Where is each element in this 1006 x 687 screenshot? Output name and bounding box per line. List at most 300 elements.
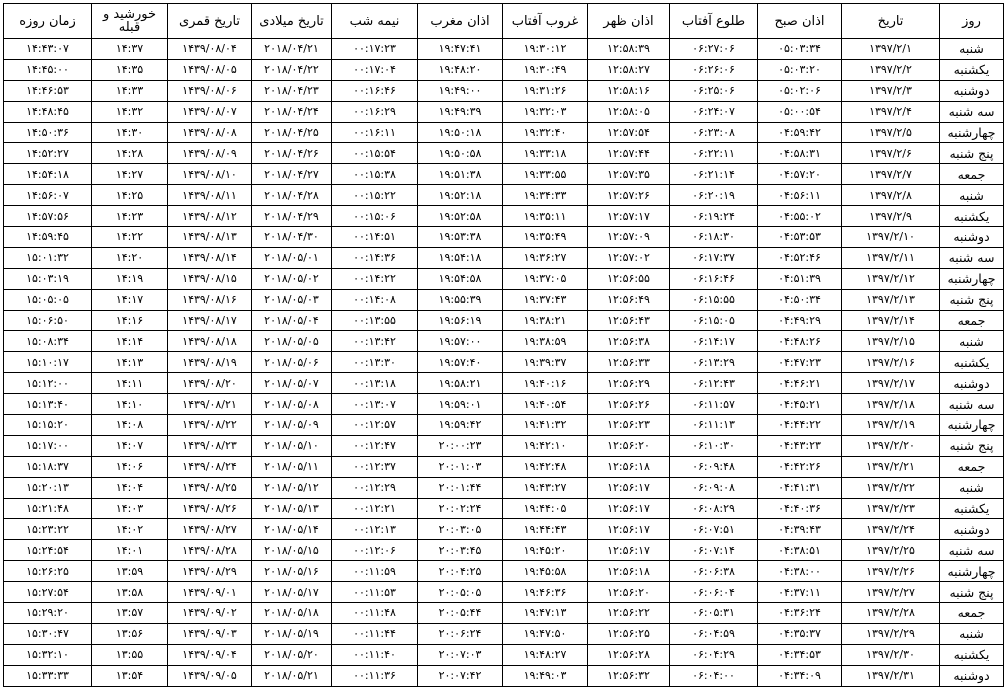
table-cell: ۱۳۹۷/۲/۱۰ xyxy=(842,227,940,248)
table-cell: ۱۹:۴۱:۳۲ xyxy=(503,415,588,436)
table-cell: ۱۹:۴۵:۲۰ xyxy=(503,540,588,561)
table-cell: ۱۹:۴۹:۰۰ xyxy=(418,80,503,101)
table-cell: ۱۲:۵۶:۳۳ xyxy=(588,352,670,373)
day-cell: دوشنبه xyxy=(940,665,1004,686)
table-cell: ۱۹:۳۶:۲۷ xyxy=(503,247,588,268)
table-cell: ۱۴۳۹/۰۸/۲۲ xyxy=(168,415,252,436)
table-cell: ۱۹:۳۰:۱۲ xyxy=(503,39,588,60)
table-cell: ۱۵:۱۸:۳۷ xyxy=(4,456,92,477)
table-cell: ۰۰:۱۵:۲۲ xyxy=(332,185,418,206)
table-cell: ۲۰۱۸/۰۴/۲۴ xyxy=(252,101,332,122)
table-cell: ۱۴۳۹/۰۹/۰۱ xyxy=(168,582,252,603)
column-header: اذان ظهر xyxy=(588,4,670,39)
table-cell: ۲۰۱۸/۰۴/۲۹ xyxy=(252,206,332,227)
table-cell: ۰۴:۴۵:۲۱ xyxy=(758,394,842,415)
table-cell: ۰۰:۱۱:۵۳ xyxy=(332,582,418,603)
table-row xyxy=(4,498,1004,519)
table-cell: ۰۰:۱۷:۲۳ xyxy=(332,39,418,60)
day-cell: جمعه xyxy=(940,164,1004,185)
table-cell: ۱۴:۵۴:۱۸ xyxy=(4,164,92,185)
day-cell: پنج شنبه xyxy=(940,435,1004,456)
table-cell: ۱۲:۵۸:۲۷ xyxy=(588,59,670,80)
table-cell: ۱۴:۰۲ xyxy=(92,519,168,540)
table-cell: ۱۹:۳۸:۲۱ xyxy=(503,310,588,331)
table-cell: ۲۰:۰۰:۲۳ xyxy=(418,435,503,456)
table-cell: ۱۹:۴۸:۲۰ xyxy=(418,59,503,80)
table-cell: ۱۳۹۷/۲/۱۶ xyxy=(842,352,940,373)
table-cell: ۱۴۳۹/۰۸/۱۹ xyxy=(168,352,252,373)
table-row xyxy=(4,310,1004,331)
table-cell: ۱۹:۳۰:۴۹ xyxy=(503,59,588,80)
table-cell: ۲۰:۰۵:۴۴ xyxy=(418,603,503,624)
table-cell: ۱۵:۲۴:۵۴ xyxy=(4,540,92,561)
table-cell: ۰۰:۱۱:۴۰ xyxy=(332,644,418,665)
table-cell: ۱۴۳۹/۰۸/۲۴ xyxy=(168,456,252,477)
table-cell: ۱۵:۱۵:۲۰ xyxy=(4,415,92,436)
table-cell: ۰۶:۲۱:۱۴ xyxy=(670,164,758,185)
table-cell: ۱۵:۳۲:۱۰ xyxy=(4,644,92,665)
table-cell: ۱۹:۵۳:۳۸ xyxy=(418,227,503,248)
table-cell: ۱۳۹۷/۲/۳۱ xyxy=(842,665,940,686)
table-cell: ۲۰:۰۱:۰۳ xyxy=(418,456,503,477)
table-cell: ۰۵:۰۳:۲۰ xyxy=(758,59,842,80)
table-cell: ۱۵:۲۳:۲۲ xyxy=(4,519,92,540)
table-cell: ۱۴:۳۰ xyxy=(92,122,168,143)
table-cell: ۰۰:۱۳:۱۸ xyxy=(332,373,418,394)
table-cell: ۰۶:۰۸:۲۹ xyxy=(670,498,758,519)
table-cell: ۱۳۹۷/۲/۱۴ xyxy=(842,310,940,331)
table-cell: ۱۵:۰۸:۳۴ xyxy=(4,331,92,352)
table-cell: ۰۰:۱۷:۰۴ xyxy=(332,59,418,80)
table-cell: ۱۳:۵۵ xyxy=(92,644,168,665)
table-cell: ۰۰:۱۶:۱۱ xyxy=(332,122,418,143)
table-cell: ۱۲:۵۷:۰۹ xyxy=(588,227,670,248)
table-cell: ۱۴۳۹/۰۸/۲۶ xyxy=(168,498,252,519)
table-cell: ۰۴:۴۴:۲۲ xyxy=(758,415,842,436)
table-row xyxy=(4,59,1004,80)
table-cell: ۰۶:۰۴:۲۹ xyxy=(670,644,758,665)
table-cell: ۱۴۳۹/۰۸/۱۴ xyxy=(168,247,252,268)
table-cell: ۰۰:۱۴:۳۶ xyxy=(332,247,418,268)
table-cell: ۰۶:۲۵:۰۶ xyxy=(670,80,758,101)
table-cell: ۱۳۹۷/۲/۲۲ xyxy=(842,477,940,498)
table-cell: ۰۴:۵۳:۵۳ xyxy=(758,227,842,248)
table-cell: ۱۲:۵۶:۵۵ xyxy=(588,268,670,289)
day-cell: سه شنبه xyxy=(940,540,1004,561)
table-cell: ۰۴:۵۶:۱۱ xyxy=(758,185,842,206)
column-header: اذان صبح xyxy=(758,4,842,39)
table-cell: ۱۳۹۷/۲/۲۹ xyxy=(842,623,940,644)
table-cell: ۱۴:۴۸:۴۵ xyxy=(4,101,92,122)
table-cell: ۱۲:۵۶:۲۹ xyxy=(588,373,670,394)
table-cell: ۰۴:۵۲:۴۶ xyxy=(758,247,842,268)
day-cell: چهارشنبه xyxy=(940,561,1004,582)
table-cell: ۱۴۳۹/۰۸/۰۶ xyxy=(168,80,252,101)
table-cell: ۰۶:۱۵:۵۵ xyxy=(670,289,758,310)
table-cell: ۱۴۳۹/۰۸/۰۹ xyxy=(168,143,252,164)
table-cell: ۱۲:۵۷:۱۷ xyxy=(588,206,670,227)
table-cell: ۰۴:۳۶:۲۴ xyxy=(758,603,842,624)
day-cell: پنج شنبه xyxy=(940,289,1004,310)
table-cell: ۰۵:۰۰:۵۴ xyxy=(758,101,842,122)
table-cell: ۱۲:۵۶:۱۸ xyxy=(588,456,670,477)
day-cell: شنبه xyxy=(940,185,1004,206)
table-cell: ۱۴۳۹/۰۸/۱۸ xyxy=(168,331,252,352)
table-cell: ۱۴:۰۶ xyxy=(92,456,168,477)
table-row xyxy=(4,101,1004,122)
table-row xyxy=(4,352,1004,373)
table-cell: ۱۵:۰۳:۱۹ xyxy=(4,268,92,289)
table-cell: ۱۵:۲۶:۲۵ xyxy=(4,561,92,582)
table-cell: ۱۹:۵۲:۵۸ xyxy=(418,206,503,227)
table-cell: ۱۳۹۷/۲/۲۵ xyxy=(842,540,940,561)
table-cell: ۲۰۱۸/۰۵/۲۰ xyxy=(252,644,332,665)
table-row xyxy=(4,373,1004,394)
table-cell: ۱۵:۲۹:۲۰ xyxy=(4,603,92,624)
table-cell: ۰۶:۱۱:۱۳ xyxy=(670,415,758,436)
table-cell: ۱۵:۱۳:۴۰ xyxy=(4,394,92,415)
table-cell: ۰۴:۵۷:۲۰ xyxy=(758,164,842,185)
table-cell: ۱۹:۴۷:۱۳ xyxy=(503,603,588,624)
day-cell: سه شنبه xyxy=(940,247,1004,268)
table-cell: ۱۲:۵۶:۲۰ xyxy=(588,582,670,603)
table-cell: ۱۹:۴۲:۴۸ xyxy=(503,456,588,477)
table-cell: ۱۴:۵۷:۵۶ xyxy=(4,206,92,227)
table-cell: ۱۴:۰۴ xyxy=(92,477,168,498)
table-cell: ۱۹:۵۹:۰۱ xyxy=(418,394,503,415)
table-cell: ۱۳۹۷/۲/۹ xyxy=(842,206,940,227)
table-cell: ۱۹:۳۱:۲۶ xyxy=(503,80,588,101)
table-cell: ۱۲:۵۶:۴۹ xyxy=(588,289,670,310)
table-row xyxy=(4,623,1004,644)
table-cell: ۲۰۱۸/۰۴/۲۳ xyxy=(252,80,332,101)
day-cell: یکشنبه xyxy=(940,498,1004,519)
table-cell: ۱۴۳۹/۰۸/۱۶ xyxy=(168,289,252,310)
table-cell: ۲۰:۰۵:۰۵ xyxy=(418,582,503,603)
table-cell: ۰۶:۲۷:۰۶ xyxy=(670,39,758,60)
table-cell: ۱۳۹۷/۲/۲ xyxy=(842,59,940,80)
table-cell: ۱۴:۱۰ xyxy=(92,394,168,415)
table-cell: ۰۴:۳۸:۰۰ xyxy=(758,561,842,582)
table-cell: ۱۲:۵۸:۰۵ xyxy=(588,101,670,122)
table-cell: ۰۰:۱۴:۲۲ xyxy=(332,268,418,289)
table-row xyxy=(4,331,1004,352)
table-cell: ۱۹:۳۷:۴۳ xyxy=(503,289,588,310)
day-cell: یکشنبه xyxy=(940,644,1004,665)
table-cell: ۰۰:۱۲:۲۹ xyxy=(332,477,418,498)
table-cell: ۰۴:۳۴:۰۹ xyxy=(758,665,842,686)
table-row xyxy=(4,227,1004,248)
table-cell: ۰۶:۱۲:۴۳ xyxy=(670,373,758,394)
table-cell: ۰۰:۱۲:۰۶ xyxy=(332,540,418,561)
table-row xyxy=(4,477,1004,498)
day-cell: چهارشنبه xyxy=(940,268,1004,289)
table-cell: ۱۳۹۷/۲/۱۳ xyxy=(842,289,940,310)
table-cell: ۲۰۱۸/۰۵/۲۱ xyxy=(252,665,332,686)
table-row xyxy=(4,603,1004,624)
table-cell: ۰۶:۱۵:۰۵ xyxy=(670,310,758,331)
day-cell: یکشنبه xyxy=(940,206,1004,227)
table-cell: ۲۰۱۸/۰۵/۰۳ xyxy=(252,289,332,310)
table-cell: ۱۹:۵۴:۵۸ xyxy=(418,268,503,289)
table-cell: ۰۶:۲۶:۰۶ xyxy=(670,59,758,80)
table-cell: ۱۵:۲۱:۴۸ xyxy=(4,498,92,519)
table-cell: ۱۳۹۷/۲/۱۹ xyxy=(842,415,940,436)
table-cell: ۰۶:۱۹:۲۴ xyxy=(670,206,758,227)
table-cell: ۱۲:۵۶:۳۸ xyxy=(588,331,670,352)
table-cell: ۱۹:۳۷:۰۵ xyxy=(503,268,588,289)
table-cell: ۲۰:۰۲:۲۴ xyxy=(418,498,503,519)
table-row xyxy=(4,456,1004,477)
table-cell: ۲۰۱۸/۰۴/۲۲ xyxy=(252,59,332,80)
table-cell: ۰۰:۱۳:۵۵ xyxy=(332,310,418,331)
table-row xyxy=(4,519,1004,540)
table-cell: ۱۴:۰۱ xyxy=(92,540,168,561)
day-cell: دوشنبه xyxy=(940,80,1004,101)
table-cell: ۲۰۱۸/۰۴/۲۷ xyxy=(252,164,332,185)
table-cell: ۲۰۱۸/۰۵/۱۲ xyxy=(252,477,332,498)
table-cell: ۰۰:۱۲:۴۷ xyxy=(332,435,418,456)
table-cell: ۱۳۹۷/۲/۲۱ xyxy=(842,456,940,477)
table-cell: ۲۰۱۸/۰۵/۰۷ xyxy=(252,373,332,394)
table-cell: ۱۹:۳۸:۵۹ xyxy=(503,331,588,352)
table-cell: ۱۴:۳۲ xyxy=(92,101,168,122)
table-row xyxy=(4,206,1004,227)
table-cell: ۱۴:۴۶:۵۳ xyxy=(4,80,92,101)
table-cell: ۱۲:۵۶:۱۷ xyxy=(588,498,670,519)
table-cell: ۱۹:۴۳:۲۷ xyxy=(503,477,588,498)
table-row xyxy=(4,268,1004,289)
table-cell: ۱۴۳۹/۰۹/۰۲ xyxy=(168,603,252,624)
table-cell: ۱۹:۳۵:۴۹ xyxy=(503,227,588,248)
table-cell: ۰۰:۱۶:۲۹ xyxy=(332,101,418,122)
table-cell: ۲۰۱۸/۰۴/۲۸ xyxy=(252,185,332,206)
table-row xyxy=(4,582,1004,603)
table-cell: ۱۹:۴۰:۱۶ xyxy=(503,373,588,394)
table-cell: ۱۹:۴۹:۳۹ xyxy=(418,101,503,122)
table-cell: ۱۳۹۷/۲/۲۳ xyxy=(842,498,940,519)
table-cell: ۱۳۹۷/۲/۳۰ xyxy=(842,644,940,665)
table-cell: ۲۰۱۸/۰۴/۲۶ xyxy=(252,143,332,164)
day-cell: چهارشنبه xyxy=(940,415,1004,436)
table-cell: ۰۴:۵۵:۰۲ xyxy=(758,206,842,227)
table-cell: ۰۶:۲۲:۱۱ xyxy=(670,143,758,164)
table-cell: ۱۳:۵۴ xyxy=(92,665,168,686)
table-cell: ۱۳:۵۷ xyxy=(92,603,168,624)
day-cell: چهارشنبه xyxy=(940,122,1004,143)
day-cell: یکشنبه xyxy=(940,59,1004,80)
table-cell: ۲۰۱۸/۰۵/۰۲ xyxy=(252,268,332,289)
table-cell: ۱۲:۵۶:۴۳ xyxy=(588,310,670,331)
table-cell: ۰۴:۵۸:۳۱ xyxy=(758,143,842,164)
table-cell: ۱۴۳۹/۰۸/۲۷ xyxy=(168,519,252,540)
table-cell: ۲۰۱۸/۰۵/۰۵ xyxy=(252,331,332,352)
table-cell: ۰۰:۱۴:۰۸ xyxy=(332,289,418,310)
table-cell: ۱۴۳۹/۰۸/۰۴ xyxy=(168,39,252,60)
table-cell: ۱۴:۱۹ xyxy=(92,268,168,289)
table-cell: ۱۲:۵۷:۲۶ xyxy=(588,185,670,206)
table-cell: ۱۲:۵۶:۲۲ xyxy=(588,603,670,624)
table-cell: ۰۶:۰۹:۴۸ xyxy=(670,456,758,477)
table-cell: ۰۰:۱۱:۳۶ xyxy=(332,665,418,686)
table-cell: ۱۹:۵۵:۳۹ xyxy=(418,289,503,310)
table-row xyxy=(4,164,1004,185)
table-cell: ۱۹:۳۵:۱۱ xyxy=(503,206,588,227)
day-cell: جمعه xyxy=(940,456,1004,477)
table-cell: ۱۲:۵۶:۳۲ xyxy=(588,665,670,686)
table-cell: ۱۹:۵۸:۲۱ xyxy=(418,373,503,394)
table-cell: ۱۹:۳۳:۱۸ xyxy=(503,143,588,164)
table-row xyxy=(4,289,1004,310)
day-cell: دوشنبه xyxy=(940,519,1004,540)
table-cell: ۲۰۱۸/۰۵/۱۱ xyxy=(252,456,332,477)
table-cell: ۰۶:۰۵:۳۱ xyxy=(670,603,758,624)
table-cell: ۱۹:۴۶:۳۶ xyxy=(503,582,588,603)
table-cell: ۱۹:۳۹:۳۷ xyxy=(503,352,588,373)
table-cell: ۱۳۹۷/۲/۱۸ xyxy=(842,394,940,415)
table-cell: ۰۴:۴۳:۲۳ xyxy=(758,435,842,456)
table-cell: ۲۰۱۸/۰۵/۱۶ xyxy=(252,561,332,582)
table-cell: ۱۴:۳۳ xyxy=(92,80,168,101)
table-cell: ۱۴۳۹/۰۸/۱۷ xyxy=(168,310,252,331)
table-cell: ۱۵:۰۶:۵۰ xyxy=(4,310,92,331)
table-row xyxy=(4,435,1004,456)
table-cell: ۲۰۱۸/۰۵/۰۶ xyxy=(252,352,332,373)
table-cell: ۱۳:۵۹ xyxy=(92,561,168,582)
table-cell: ۱۴:۲۲ xyxy=(92,227,168,248)
table-cell: ۱۴:۰۳ xyxy=(92,498,168,519)
table-cell: ۲۰۱۸/۰۵/۰۱ xyxy=(252,247,332,268)
prayer-times-table xyxy=(3,3,1004,687)
table-row xyxy=(4,561,1004,582)
table-cell: ۱۴۳۹/۰۸/۰۸ xyxy=(168,122,252,143)
table-cell: ۰۰:۱۲:۱۳ xyxy=(332,519,418,540)
table-cell: ۰۴:۳۹:۴۳ xyxy=(758,519,842,540)
table-cell: ۱۹:۴۹:۰۳ xyxy=(503,665,588,686)
table-cell: ۱۹:۵۷:۰۰ xyxy=(418,331,503,352)
table-cell: ۰۶:۰۷:۵۱ xyxy=(670,519,758,540)
table-cell: ۱۲:۵۶:۱۷ xyxy=(588,540,670,561)
table-body xyxy=(4,39,1004,687)
table-cell: ۲۰۱۸/۰۵/۰۹ xyxy=(252,415,332,436)
table-cell: ۱۲:۵۸:۱۶ xyxy=(588,80,670,101)
table-cell: ۰۵:۰۳:۳۴ xyxy=(758,39,842,60)
table-cell: ۰۶:۱۳:۲۹ xyxy=(670,352,758,373)
table-cell: ۱۳۹۷/۲/۱ xyxy=(842,39,940,60)
table-cell: ۱۳۹۷/۲/۲۴ xyxy=(842,519,940,540)
table-cell: ۱۲:۵۷:۳۵ xyxy=(588,164,670,185)
table-cell: ۲۰۱۸/۰۴/۲۱ xyxy=(252,39,332,60)
table-cell: ۰۶:۰۴:۰۰ xyxy=(670,665,758,686)
table-cell: ۱۳۹۷/۲/۷ xyxy=(842,164,940,185)
table-cell: ۰۴:۳۵:۳۷ xyxy=(758,623,842,644)
table-cell: ۱۵:۱۷:۰۰ xyxy=(4,435,92,456)
table-cell: ۱۴:۱۷ xyxy=(92,289,168,310)
day-cell: جمعه xyxy=(940,310,1004,331)
table-cell: ۱۴۳۹/۰۸/۱۱ xyxy=(168,185,252,206)
table-cell: ۱۵:۱۲:۰۰ xyxy=(4,373,92,394)
table-cell: ۱۹:۳۳:۵۵ xyxy=(503,164,588,185)
table-row xyxy=(4,394,1004,415)
table-cell: ۱۵:۰۱:۳۲ xyxy=(4,247,92,268)
table-cell: ۱۳۹۷/۲/۴ xyxy=(842,101,940,122)
table-cell: ۰۵:۰۲:۰۶ xyxy=(758,80,842,101)
table-cell: ۰۰:۱۲:۳۷ xyxy=(332,456,418,477)
table-cell: ۱۴:۱۶ xyxy=(92,310,168,331)
day-cell: دوشنبه xyxy=(940,373,1004,394)
table-cell: ۱۹:۴۷:۴۱ xyxy=(418,39,503,60)
table-cell: ۱۳۹۷/۲/۲۰ xyxy=(842,435,940,456)
table-cell: ۰۶:۱۰:۳۰ xyxy=(670,435,758,456)
table-cell: ۱۴:۲۸ xyxy=(92,143,168,164)
table-cell: ۲۰۱۸/۰۵/۱۰ xyxy=(252,435,332,456)
table-cell: ۱۹:۴۴:۰۵ xyxy=(503,498,588,519)
table-row xyxy=(4,39,1004,60)
table-cell: ۰۶:۱۸:۳۰ xyxy=(670,227,758,248)
header-row xyxy=(4,4,1004,39)
table-cell: ۲۰۱۸/۰۵/۰۴ xyxy=(252,310,332,331)
table-cell: ۱۹:۴۲:۱۰ xyxy=(503,435,588,456)
table-cell: ۱۴۳۹/۰۸/۱۲ xyxy=(168,206,252,227)
table-cell: ۱۴۳۹/۰۸/۲۹ xyxy=(168,561,252,582)
table-cell: ۱۴۳۹/۰۸/۲۳ xyxy=(168,435,252,456)
table-cell: ۰۴:۴۶:۲۱ xyxy=(758,373,842,394)
table-cell: ۱۴:۵۶:۰۷ xyxy=(4,185,92,206)
table-cell: ۱۹:۵۷:۴۰ xyxy=(418,352,503,373)
table-row xyxy=(4,415,1004,436)
table-cell: ۱۴۳۹/۰۸/۰۷ xyxy=(168,101,252,122)
table-cell: ۱۹:۵۴:۱۸ xyxy=(418,247,503,268)
table-cell: ۱۹:۵۹:۴۲ xyxy=(418,415,503,436)
day-cell: سه شنبه xyxy=(940,101,1004,122)
table-cell: ۱۵:۲۰:۱۳ xyxy=(4,477,92,498)
table-cell: ۱۹:۴۷:۵۰ xyxy=(503,623,588,644)
table-cell: ۰۰:۱۵:۳۸ xyxy=(332,164,418,185)
table-cell: ۲۰:۰۷:۰۳ xyxy=(418,644,503,665)
table-cell: ۱۴:۵۲:۲۷ xyxy=(4,143,92,164)
column-header: تاریخ قمری xyxy=(168,4,252,39)
table-cell: ۲۰:۰۳:۰۵ xyxy=(418,519,503,540)
table-cell: ۰۶:۰۶:۰۴ xyxy=(670,582,758,603)
table-cell: ۱۲:۵۶:۲۵ xyxy=(588,623,670,644)
table-cell: ۰۴:۳۴:۵۳ xyxy=(758,644,842,665)
table-cell: ۱۲:۵۶:۱۸ xyxy=(588,561,670,582)
table-cell: ۰۶:۱۶:۴۶ xyxy=(670,268,758,289)
table-cell: ۱۹:۵۰:۱۸ xyxy=(418,122,503,143)
table-cell: ۱۴۳۹/۰۸/۲۱ xyxy=(168,394,252,415)
table-cell: ۰۴:۳۸:۵۱ xyxy=(758,540,842,561)
table-cell: ۰۰:۱۳:۰۷ xyxy=(332,394,418,415)
table-cell: ۱۹:۵۱:۳۸ xyxy=(418,164,503,185)
table-cell: ۱۳۹۷/۲/۱۲ xyxy=(842,268,940,289)
table-cell: ۱۴۳۹/۰۸/۰۵ xyxy=(168,59,252,80)
table-cell: ۱۳:۵۸ xyxy=(92,582,168,603)
table-cell: ۱۴:۲۵ xyxy=(92,185,168,206)
table-cell: ۲۰۱۸/۰۵/۱۳ xyxy=(252,498,332,519)
table-row xyxy=(4,143,1004,164)
table-cell: ۰۶:۲۳:۰۸ xyxy=(670,122,758,143)
table-cell: ۱۵:۱۰:۱۷ xyxy=(4,352,92,373)
table-row xyxy=(4,644,1004,665)
table-cell: ۱۲:۵۷:۴۴ xyxy=(588,143,670,164)
table-cell: ۰۴:۴۰:۳۶ xyxy=(758,498,842,519)
table-cell: ۱۴:۵۹:۴۵ xyxy=(4,227,92,248)
table-cell: ۱۴:۱۳ xyxy=(92,352,168,373)
table-cell: ۲۰:۰۷:۴۲ xyxy=(418,665,503,686)
table-cell: ۰۰:۱۲:۵۷ xyxy=(332,415,418,436)
table-cell: ۱۹:۴۸:۲۷ xyxy=(503,644,588,665)
table-cell: ۰۶:۰۷:۱۴ xyxy=(670,540,758,561)
